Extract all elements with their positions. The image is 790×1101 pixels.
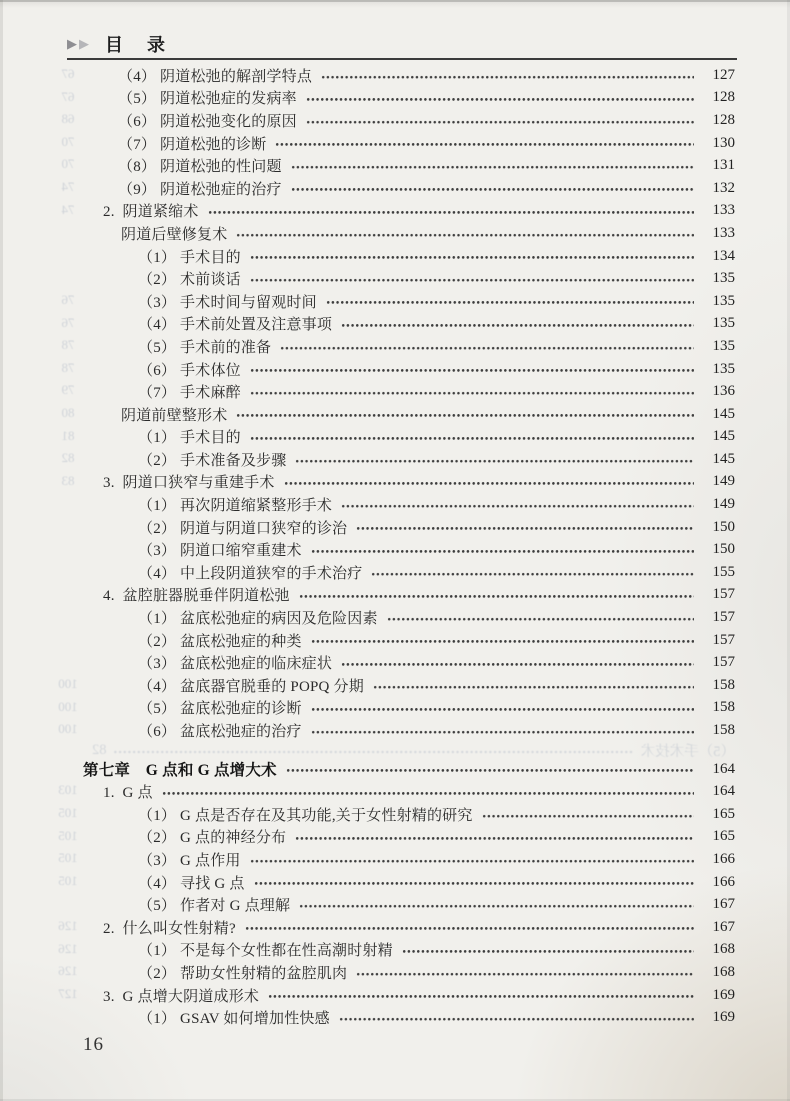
ghost-number: 80 — [61, 404, 75, 420]
toc-entry-label: （2） 阴道与阴道口狭窄的诊治 — [138, 520, 348, 537]
toc-entry-page: 136 — [712, 383, 735, 400]
toc-entry-label: （9） 阴道松弛症的治疗 — [118, 181, 282, 198]
dot-leader — [245, 926, 694, 931]
toc-entry-page: 135 — [712, 292, 735, 309]
toc-entry — [0, 335, 790, 358]
ghost-number: 126 — [58, 917, 78, 933]
toc-entry-page: 157 — [712, 586, 735, 603]
ghost-number: 100 — [58, 676, 78, 692]
toc-entry-label: （5） 盆底松弛症的诊断 — [138, 701, 302, 718]
ghost-number: 78 — [61, 337, 75, 353]
toc-entry — [0, 290, 790, 313]
toc-entry-label: （2） 术前谈话 — [138, 272, 241, 289]
dot-leader — [250, 368, 694, 373]
toc-entry-label: （1） 手术目的 — [138, 249, 241, 266]
toc-entry — [0, 222, 790, 245]
toc-entry — [0, 758, 790, 781]
toc-entry-label: （1） 手术目的 — [138, 430, 241, 447]
ghost-number: 82 — [61, 450, 75, 466]
toc-entry-label: （2） 帮助女性射精的盆腔肌肉 — [138, 965, 348, 982]
toc-entry-page: 168 — [712, 963, 735, 980]
dot-leader — [311, 639, 694, 644]
dot-leader — [291, 187, 694, 192]
toc-entry-page: 158 — [712, 722, 735, 739]
dot-leader — [236, 233, 694, 238]
dot-leader — [402, 949, 694, 954]
dot-leader — [250, 278, 694, 283]
toc-entry — [0, 87, 790, 110]
dot-leader — [306, 97, 694, 102]
toc-entry — [0, 848, 790, 871]
ghost-number: 100 — [58, 721, 78, 737]
ghost-line-page: 82 — [92, 741, 107, 758]
dot-leader — [250, 859, 694, 864]
toc-entry — [0, 584, 790, 607]
dot-leader — [373, 685, 694, 690]
toc-entry-label: （4） 阴道松弛的解剖学特点 — [118, 68, 313, 85]
toc-title-char2: 录 — [147, 35, 165, 55]
toc-entry-page: 132 — [712, 179, 735, 196]
dot-leader — [299, 904, 694, 909]
toc-title-char1: 目 — [105, 35, 123, 55]
toc-entry-page: 167 — [712, 896, 735, 913]
dot-leader — [356, 972, 694, 977]
toc-entry-label: （3） G 点作用 — [138, 852, 241, 869]
dot-leader — [311, 707, 694, 712]
toc-entry — [0, 674, 790, 697]
dot-leader — [321, 75, 694, 80]
toc-entry-label: （3） 阴道口缩窄重建术 — [138, 543, 302, 560]
chevron-right-icon: ▶ — [67, 37, 77, 52]
toc-entry — [0, 961, 790, 984]
dot-leader — [311, 730, 694, 735]
toc-entry — [0, 245, 790, 268]
toc-entry-page: 135 — [712, 360, 735, 377]
dot-leader — [291, 165, 694, 170]
toc-entry — [0, 893, 790, 916]
toc-entry-label: （2） 盆底松弛症的种类 — [138, 633, 302, 650]
photo-edge-top — [0, 0, 790, 2]
toc-entry — [0, 380, 790, 403]
toc-entry-page: 149 — [712, 496, 735, 513]
toc-entry — [0, 606, 790, 629]
dot-leader — [387, 617, 694, 622]
toc-entry-page: 169 — [712, 986, 735, 1003]
toc-entry-label: （1） 不是每个女性都在性高潮时射精 — [138, 943, 393, 960]
toc-entry — [0, 313, 790, 336]
ghost-number: 67 — [61, 66, 75, 81]
toc-entry-page: 155 — [712, 563, 735, 580]
toc-entry-label: （1） 再次阴道缩紧整形手术 — [138, 498, 333, 515]
toc-entry — [0, 984, 790, 1007]
dot-leader — [250, 436, 694, 441]
toc-entry — [0, 200, 790, 223]
toc-entry-label: 4. 盆腔脏器脱垂伴阴道松弛 — [103, 588, 290, 605]
toc-entry-page: 127 — [712, 66, 735, 83]
ghost-number: 126 — [58, 940, 78, 956]
toc-entry-page: 145 — [712, 428, 735, 445]
page-header — [67, 33, 737, 59]
toc-entry-page: 135 — [712, 337, 735, 354]
chevron-right-icon: ▶ — [79, 37, 89, 52]
toc-entry-label: （5） 阴道松弛症的发病率 — [118, 91, 297, 108]
ghost-number: 126 — [58, 963, 78, 979]
dot-leader — [299, 594, 694, 599]
toc-entry-page: 157 — [712, 654, 735, 671]
dot-leader — [284, 481, 694, 486]
ghost-number: 79 — [61, 382, 75, 398]
toc-entry-page: 145 — [712, 450, 735, 467]
toc-entry — [0, 780, 790, 803]
dot-leader — [250, 255, 694, 260]
dot-leader — [306, 120, 694, 125]
dot-leader — [482, 814, 694, 819]
toc-entry-page: 157 — [712, 609, 735, 626]
dot-leader — [250, 391, 694, 396]
dot-leader — [339, 1017, 694, 1022]
toc-entry — [0, 871, 790, 894]
dot-leader — [371, 572, 694, 577]
toc-entry — [0, 916, 790, 939]
toc-entry-label: （4） 手术前处置及注意事项 — [138, 317, 333, 334]
toc-entry — [0, 403, 790, 426]
toc-entry — [0, 803, 790, 826]
toc-entry-label: 3. 阴道口狭窄与重建手术 — [103, 475, 275, 492]
dot-leader — [208, 210, 694, 215]
toc-entry-page: 168 — [712, 941, 735, 958]
toc-entry — [0, 719, 790, 742]
dot-leader — [341, 504, 694, 509]
dot-leader — [295, 836, 694, 841]
toc-entry-page: 134 — [712, 247, 735, 264]
toc-entry-page: 157 — [712, 631, 735, 648]
toc-entry — [0, 516, 790, 539]
ghost-number: 83 — [61, 472, 75, 488]
toc-entry-page: 128 — [712, 89, 735, 106]
toc-entry — [0, 448, 790, 471]
ghost-number: 70 — [61, 133, 75, 149]
dot-leader — [280, 346, 694, 351]
dot-leader — [295, 459, 694, 464]
toc-entry-page: 158 — [712, 676, 735, 693]
ghost-number: 70 — [61, 156, 75, 172]
toc-entry — [0, 154, 790, 177]
toc-entry — [0, 538, 790, 561]
ghost-number: 74 — [61, 201, 75, 217]
ghost-number: 67 — [61, 88, 75, 104]
toc-entry — [0, 358, 790, 381]
toc-entry-label: （7） 手术麻醉 — [138, 385, 241, 402]
toc-entry-label: 第七章 G 点和 G 点增大术 — [83, 762, 277, 780]
toc-entry-label: （1） GSAV 如何增加性快感 — [138, 1011, 330, 1028]
toc-entry-label: （1） G 点是否存在及其功能,关于女性射精的研究 — [138, 807, 473, 824]
toc-entry — [0, 697, 790, 720]
toc-entry-label: （6） 盆底松弛症的治疗 — [138, 724, 302, 741]
toc-entry-page: 164 — [712, 783, 735, 800]
toc-entry-page: 167 — [712, 918, 735, 935]
toc-entry — [0, 1006, 790, 1029]
ghost-number: 78 — [61, 359, 75, 375]
toc-entry-label: 2. 什么叫女性射精? — [103, 920, 236, 937]
toc-entry-page: 150 — [712, 541, 735, 558]
toc-entry-page: 145 — [712, 405, 735, 422]
toc-entry-label: 2. 阴道紧缩术 — [103, 204, 199, 221]
toc-entry-page: 135 — [712, 270, 735, 287]
toc-entry-page: 131 — [712, 157, 735, 174]
toc-entry-page: 158 — [712, 699, 735, 716]
dot-leader — [341, 323, 694, 328]
ghost-number: 68 — [61, 111, 75, 127]
dot-leader — [356, 526, 694, 531]
toc-entry-page: 150 — [712, 518, 735, 535]
toc-entry-label: （5） 手术前的准备 — [138, 339, 272, 356]
toc-entry-label: （4） 盆底器官脱垂的 POPQ 分期 — [138, 678, 364, 695]
toc-entry — [0, 177, 790, 200]
toc-entry-label: （1） 盆底松弛症的病因及危险因素 — [138, 611, 378, 628]
toc-entry-label: （3） 盆底松弛症的临床症状 — [138, 656, 333, 673]
toc-entry — [0, 651, 790, 674]
toc-list — [0, 64, 790, 1029]
toc-entry-page: 169 — [712, 1009, 735, 1026]
toc-entry — [0, 267, 790, 290]
dot-leader — [162, 791, 694, 796]
dot-leader — [326, 300, 694, 305]
toc-entry — [0, 64, 790, 87]
ghost-number: 81 — [61, 427, 75, 443]
toc-entry-label: （8） 阴道松弛的性问题 — [118, 159, 282, 176]
ghost-number: 105 — [58, 872, 78, 888]
dot-leader — [311, 549, 694, 554]
dot-leader — [236, 413, 694, 418]
toc-entry-page: 165 — [712, 805, 735, 822]
ghost-number: 105 — [58, 827, 78, 843]
ghost-number: 74 — [61, 178, 75, 194]
toc-entry — [0, 426, 790, 449]
toc-entry-page: 166 — [712, 850, 735, 867]
toc-entry-page: 149 — [712, 473, 735, 490]
toc-entry-page: 130 — [712, 134, 735, 151]
ghost-number: 76 — [61, 314, 75, 330]
page-number: 16 — [83, 1034, 104, 1055]
toc-entry-label: 阴道前壁整形术 — [121, 407, 228, 424]
toc-entry-label: （7） 阴道松弛的诊断 — [118, 136, 267, 153]
toc-entry-label: （4） 寻找 G 点 — [138, 875, 245, 892]
toc-entry-page: 165 — [712, 828, 735, 845]
toc-entry-label: （6） 阴道松弛变化的原因 — [118, 113, 297, 130]
header-rule — [67, 58, 737, 60]
dot-leader — [341, 662, 694, 667]
ghost-number: 103 — [58, 782, 78, 798]
dot-leader — [286, 768, 694, 773]
toc-entry-label: （2） G 点的神经分布 — [138, 830, 287, 847]
toc-entry — [0, 471, 790, 494]
toc-entry-page: 164 — [712, 760, 735, 777]
toc-entry-label: （6） 手术体位 — [138, 362, 241, 379]
toc-entry-label: （2） 手术准备及步骤 — [138, 452, 287, 469]
toc-entry-page: 166 — [712, 873, 735, 890]
toc-entry-page: 133 — [712, 224, 735, 241]
toc-entry — [0, 826, 790, 849]
toc-entry — [0, 132, 790, 155]
toc-entry-label: （4） 中上段阴道狭窄的手术治疗 — [138, 565, 363, 582]
toc-entry — [0, 629, 790, 652]
toc-entry-label: 1. G 点 — [103, 785, 153, 802]
toc-entry — [0, 939, 790, 962]
ghost-number: 100 — [58, 698, 78, 714]
ghost-number: 127 — [58, 985, 78, 1001]
dot-leader — [275, 142, 694, 147]
toc-entry-page: 128 — [712, 111, 735, 128]
dot-leader — [268, 994, 694, 999]
ghost-number: 105 — [58, 805, 78, 820]
toc-entry-label: 阴道后壁修复术 — [121, 226, 228, 243]
toc-entry-label: （3） 手术时间与留观时间 — [138, 294, 317, 311]
toc-entry-label: 3. G 点增大阴道成形术 — [103, 988, 260, 1005]
ghost-line-label: （5）手术技术 — [640, 743, 735, 760]
toc-entry-label: （5） 作者对 G 点理解 — [138, 898, 291, 915]
toc-entry-page: 135 — [712, 315, 735, 332]
ghost-number: 76 — [61, 291, 75, 307]
ghost-number: 105 — [58, 850, 78, 866]
dot-leader — [254, 881, 694, 886]
toc-entry — [0, 561, 790, 584]
toc-entry — [0, 109, 790, 132]
toc-entry — [0, 493, 790, 516]
toc-entry-page: 133 — [712, 202, 735, 219]
